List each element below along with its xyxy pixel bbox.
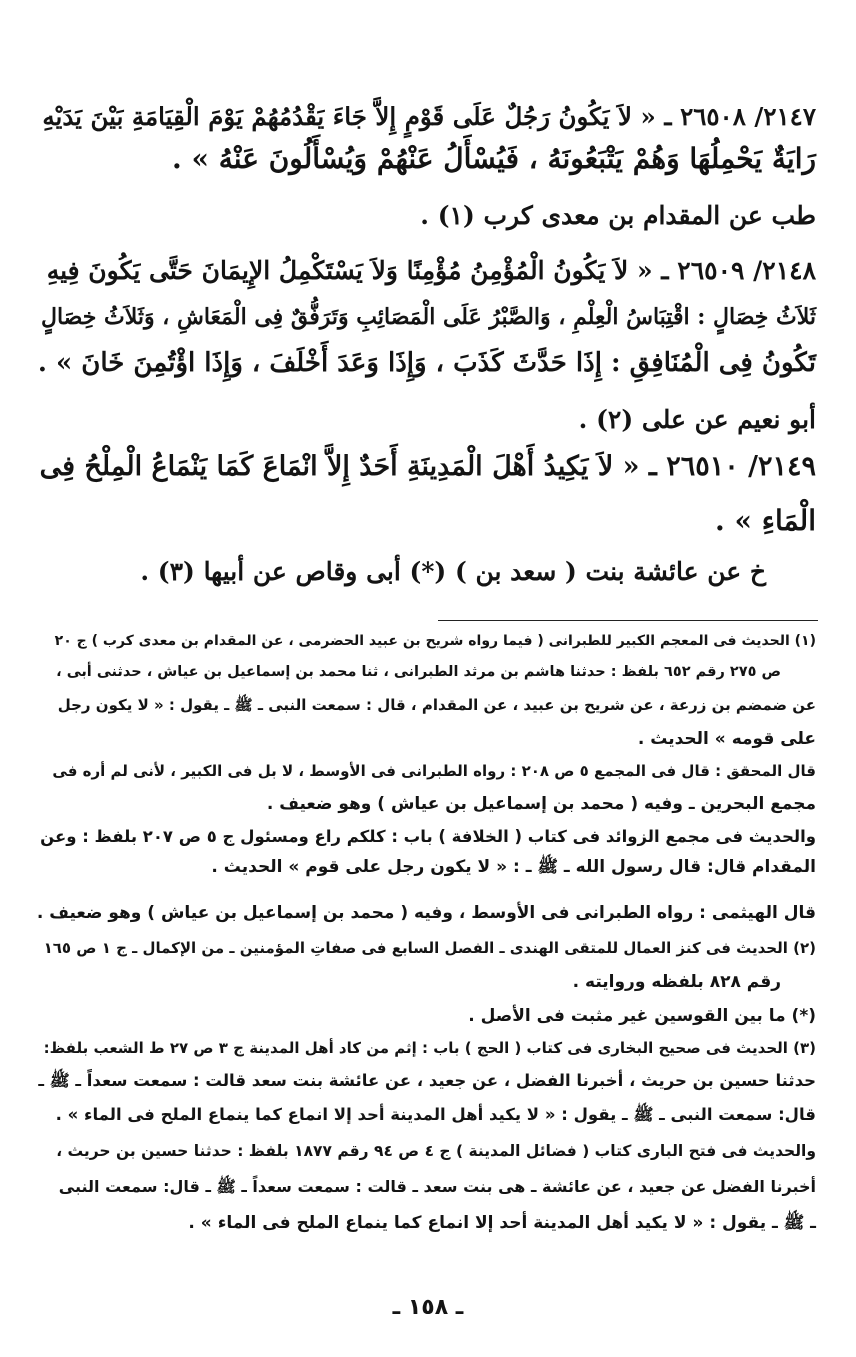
hadith-2149-line-1: ٢١٤٩/ ٢٦٥١٠ ـ « لاَ يَكِيدُ أَهْلَ الْمَدِينَةِ أَحَدٌ إِلاَّ انْمَاعَ كَمَا يَنْمَاعُ الْمِلْحُ فِى <box>39 451 816 482</box>
footnote-line: (٣) الحديث فى صحيح البخارى فى كتاب ( الحج ) باب : إثم من كاد أهل المدينة ج ٣ ص ٢٧ ط الشعب بلفظ: <box>43 1039 816 1057</box>
footnote-separator <box>438 620 818 621</box>
footnote-line: مجمع البحرين ـ وفيه ( محمد بن إسماعيل بن عياش ) وهو ضعيف . <box>266 794 816 814</box>
footnote-line: أخبرنا الفضل عن جعيد ، عن عائشة ـ هى بنت سعد ـ قالت : سمعت سعداً ـ ﷺ ـ قال: سمعت النبى <box>58 1177 816 1196</box>
footnote-line: والحديث فى مجمع الزوائد فى كتاب ( الخلافة ) باب : كلكم راع ومسئول ج ٥ ص ٢٠٧ بلفظ : وعن <box>40 827 816 846</box>
footnote-line: قال المحقق : قال فى المجمع ٥ ص ٢٠٨ : رواه الطبرانى فى الأوسط ، لا بل فى الكبير ، لأنى لم أره فى <box>52 762 816 780</box>
source-line-2: أبو نعيم عن على (٢) . <box>578 405 816 434</box>
hadith-2147-line-2: رَايَةٌ يَحْمِلُهَا وَهُمْ يَتْبَعُونَهُ ، فَيُسْأَلُ عَنْهُمْ وَيُسْأَلُونَ عَنْهُ » . <box>172 142 816 175</box>
footnote-line: المقدام قال: قال رسول الله ـ ﷺ ـ : « لا يكون رجل على قوم » الحديث . <box>211 857 816 877</box>
footnote-line: عن ضمضم بن زرعة ، عن شريح بن عبيد ، عن المقدام ، قال : سمعت النبى ـ ﷺ ـ يقول : « لا يكون رجل <box>57 696 816 714</box>
footnote-line: (٢) الحديث فى كنز العمال للمتقى الهندى ـ الفصل السابع فى صفاتِ المؤمنين ـ من الإكمال ـ ج ١ ص ١٦٥ <box>43 939 816 957</box>
footnote-line: والحديث فى فتح البارى كتاب ( فضائل المدينة ) ج ٤ ص ٩٤ رقم ١٨٧٧ بلفظ : حدثنا حسين بن حريث ، <box>56 1142 816 1160</box>
hadith-2149-line-2: الْمَاءِ » . <box>715 504 816 537</box>
footnote-line: (*) ما بين القوسين غير مثبت فى الأصل . <box>468 1006 816 1026</box>
footnote-line: رقم ٨٢٨ بلفظه وروايته . <box>572 972 781 992</box>
page-number: ـ ١٥٨ ـ <box>392 1295 464 1320</box>
footnote-line: على قومه » الحديث . <box>637 729 816 749</box>
hadith-2148-line-3: تَكُونُ فِى الْمُنَافِقِ : إِذَا حَدَّثَ كَذَبَ ، وَإِذَا وَعَدَ أَخْلَفَ ، وَإِذَا اؤْتُمِنَ خَانَ » . <box>37 348 816 378</box>
footnote-line: (١) الحديث فى المعجم الكبير للطبرانى ( فيما رواه شريح بن عبيد الحضرمى ، عن المقدام بن معدى كرب ) ج ٢٠ <box>54 633 816 649</box>
footnote-line: قال الهيثمى : رواه الطبرانى فى الأوسط ، وفيه ( محمد بن إسماعيل بن عياش ) وهو ضعيف . <box>36 903 816 923</box>
source-line-1: طب عن المقدام بن معدى كرب (١) . <box>420 201 816 230</box>
source-line-3: خ عن عائشة بنت ( سعد بن ) (*) أبى وقاص عن أبيها (٣) . <box>140 557 766 586</box>
hadith-2147-line-1: ٢١٤٧/ ٢٦٥٠٨ ـ « لاَ يَكُونُ رَجُلٌ عَلَى قَوْمٍ إِلاَّ جَاءَ يَقْدُمُهُمْ يَوْمَ الْقِيَامَةِ بَيْنَ يَدَيْهِ <box>42 102 816 131</box>
footnote-line: حدثنا حسين بن حريث ، أخبرنا الفضل ، عن جعيد ، عن عائشة بنت سعد قالت : سمعت سعداً ـ ﷺ ـ <box>38 1071 816 1090</box>
footnote-line: ص ٢٧٥ رقم ٦٥٢ بلفظ : حدثنا هاشم بن مرثد الطبرانى ، ثنا محمد بن إسماعيل بن عياش ، حدثنى أبى ، <box>56 664 781 680</box>
footnote-line: ـ ﷺ ـ يقول : « لا يكيد أهل المدينة أحد إلا انماع كما ينماع الملح فى الماء » . <box>188 1213 816 1233</box>
hadith-2148-line-1: ٢١٤٨/ ٢٦٥٠٩ ـ « لاَ يَكُونُ الْمُؤْمِنُ مُؤْمِنًا وَلاَ يَسْتَكْمِلُ الإِيمَانَ حَتَّى يَكُونَ فِيهِ <box>46 256 816 285</box>
hadith-2148-line-2: ثَلاَثُ خِصَالٍ : اقْتِبَاسُ الْعِلْمِ ، وَالصَّبْرُ عَلَى الْمَصَائِبِ وَتَرَفُّقٌ فِى الْمَعَاشِ ، وَثَلاَثُ خِصَالٍ <box>40 304 816 330</box>
footnote-line: قال: سمعت النبى ـ ﷺ ـ يقول : « لا يكيد أهل المدينة أحد إلا انماع كما ينماع الملح فى الماء » . <box>55 1105 816 1124</box>
